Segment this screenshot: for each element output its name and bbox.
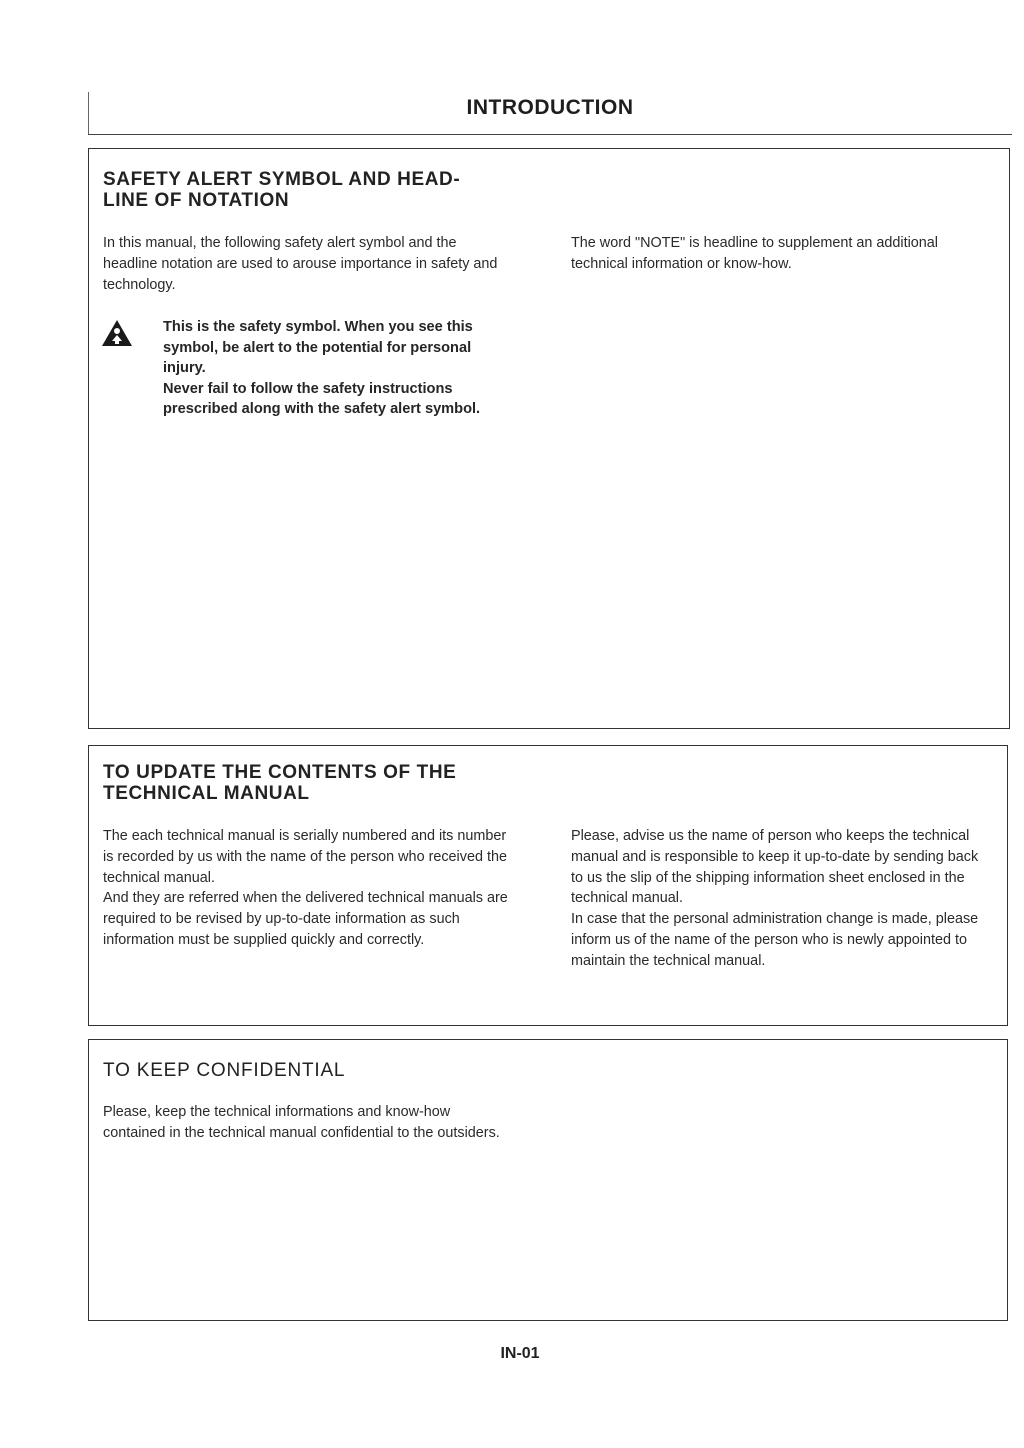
note-definition-text: The word "NOTE" is headline to supplement an additional technical information or know-how. bbox=[571, 235, 938, 272]
page-title: INTRODUCTION bbox=[466, 96, 634, 119]
section-safety-alert bbox=[88, 148, 1010, 729]
update-section-heading: TO UPDATE THE CONTENTS OF THE TECHNICAL MANUAL bbox=[103, 762, 457, 804]
safety-section-heading: SAFETY ALERT SYMBOL AND HEAD- LINE OF NOTATION bbox=[103, 169, 461, 211]
page-number: IN-01 bbox=[500, 1345, 540, 1362]
section-keep-confidential bbox=[88, 1039, 1008, 1321]
warning-triangle-icon bbox=[101, 319, 133, 347]
confidential-text: Please, keep the technical informations and know-how contained in the technical manual confidential to the outsiders. bbox=[103, 1104, 500, 1141]
header-rule bbox=[88, 134, 1012, 135]
update-right-text: Please, advise us the name of person who keeps the technical manual and is responsible to keep it up-to-date by sending back to us the slip of the shipping information sheet enclosed in the technical manual. In case that the personal administration change is made, please inform us of the name of the person who is newly appointed to maintain the technical manual. bbox=[571, 828, 979, 969]
update-left-text: The each technical manual is serially numbered and its number is recorded by us with the name of the person who received the technical manual. And they are referred when the delivered technical manuals are required to be revised by up-to-date information as such information must be supplied quickly and correctly. bbox=[103, 828, 508, 948]
confidential-section-heading: TO KEEP CONFIDENTIAL bbox=[103, 1060, 346, 1081]
safety-warning-text: This is the safety symbol. When you see this symbol, be alert to the potential for personal injury. Never fail to follow the safety instructions prescribed along with the safety alert symbol. bbox=[163, 319, 481, 418]
section-update-contents bbox=[88, 745, 1008, 1026]
safety-intro-text: In this manual, the following safety alert symbol and the headline notation are used to arouse importance in safety and technology. bbox=[103, 235, 498, 293]
